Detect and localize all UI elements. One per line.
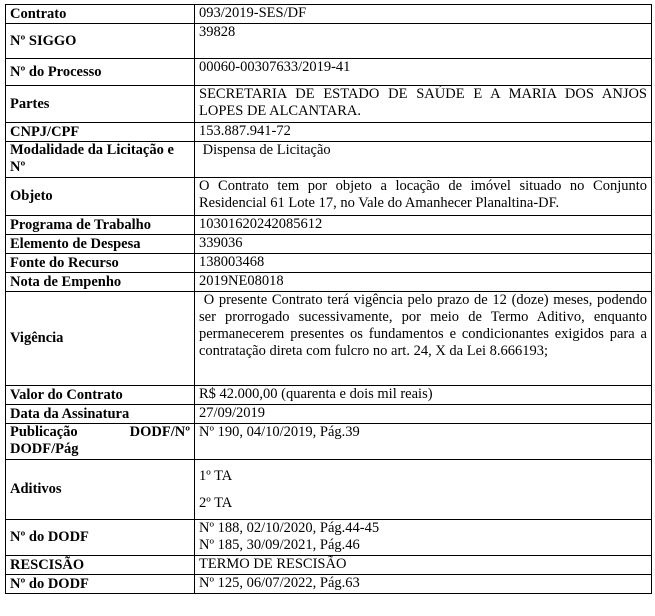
row-label-contrato: Contrato	[6, 5, 195, 24]
dodf-line-1: Nº 188, 02/10/2020, Pág.44-45	[199, 520, 380, 536]
aditivo-1: 1º TA	[199, 468, 233, 484]
row-label-objeto: Objeto	[6, 178, 195, 216]
row-value-aditivos	[195, 460, 652, 520]
row-label-cnpj: CNPJ/CPF	[6, 123, 195, 142]
row-label-dodf: Nº do DODF	[6, 520, 195, 556]
table-row	[6, 216, 652, 235]
row-value-partes: SECRETARIA DE ESTADO DE SAÚDE E A MARIA DOS ANJOS LOPES DE ALCANTARA.	[195, 86, 652, 123]
modalidade-text: Dispensa de Licitação	[202, 142, 331, 158]
publicacao-label-word1: Publicação	[10, 424, 78, 440]
publicacao-label-word2: DODF/Nº	[129, 424, 190, 440]
row-label-dodf-rescisao: Nº do DODF	[6, 575, 195, 594]
table-row	[6, 386, 652, 405]
row-label-modalidade: Modalidade da Licitação e Nº	[6, 142, 195, 178]
aditivo-2: 2º TA	[199, 495, 233, 511]
row-label-assinatura: Data da Assinatura	[6, 405, 195, 424]
row-value-elemento: 339036	[195, 235, 652, 254]
vigencia-text: O presente Contrato terá vigência pelo prazo de 12 (doze) meses, podendo ser prorrogado sucessivamente, por meio de Termo Aditivo, enquanto permanecerem presentes os fundamentos e condicionantes exigidos para a contratação direta com fulcro no art. 24, X da Lei 8.666193;	[199, 292, 647, 359]
table-row	[6, 254, 652, 273]
row-label-rescisao: RESCISÃO	[6, 556, 195, 575]
table-row	[6, 59, 652, 86]
row-label-publicacao	[6, 424, 195, 460]
table-row	[6, 520, 652, 556]
table-row	[6, 273, 652, 292]
row-value-objeto: O Contrato tem por objeto a locação de imóvel situado no Conjunto Residencial 61 Lote 17, no Vale do Amanhecer Planaltina-DF.	[195, 178, 652, 216]
row-value-dodf-rescisao: Nº 125, 06/07/2022, Pág.63	[195, 575, 652, 594]
table-row	[6, 405, 652, 424]
row-value-cnpj: 153.887.941-72	[195, 123, 652, 142]
table-row	[6, 575, 652, 594]
row-label-partes: Partes	[6, 86, 195, 123]
row-label-aditivos: Aditivos	[6, 460, 195, 520]
row-value-rescisao: TERMO DE RESCISÃO	[195, 556, 652, 575]
row-value-modalidade	[195, 142, 652, 178]
table-row	[6, 556, 652, 575]
row-label-empenho: Nota de Empenho	[6, 273, 195, 292]
row-label-programa: Programa de Trabalho	[6, 216, 195, 235]
row-value-assinatura: 27/09/2019	[195, 405, 652, 424]
table-row	[6, 178, 652, 216]
table-row	[6, 5, 652, 24]
table-row	[6, 24, 652, 59]
row-value-empenho: 2019NE08018	[195, 273, 652, 292]
row-value-programa: 10301620242085612	[195, 216, 652, 235]
row-value-siggo: 39828	[195, 24, 652, 59]
contract-table	[5, 4, 652, 594]
row-label-siggo: Nº SIGGO	[6, 24, 195, 59]
row-value-dodf	[195, 520, 652, 556]
table-row	[6, 142, 652, 178]
row-label-vigencia: Vigência	[6, 292, 195, 386]
table-row	[6, 123, 652, 142]
row-value-vigencia	[195, 292, 652, 386]
row-value-contrato: 093/2019-SES/DF	[195, 5, 652, 24]
dodf-line-2: Nº 185, 30/09/2021, Pág.46	[199, 537, 360, 553]
table-row	[6, 86, 652, 123]
row-value-valor: R$ 42.000,00 (quarenta e dois mil reais)	[195, 386, 652, 405]
row-label-processo: Nº do Processo	[6, 59, 195, 86]
table-row	[6, 292, 652, 386]
table-row	[6, 235, 652, 254]
publicacao-label-word3: DODF/Pág	[10, 441, 79, 457]
row-value-fonte: 138003468	[195, 254, 652, 273]
row-label-valor: Valor do Contrato	[6, 386, 195, 405]
table-row	[6, 424, 652, 460]
row-value-publicacao: Nº 190, 04/10/2019, Pág.39	[195, 424, 652, 460]
row-label-elemento: Elemento de Despesa	[6, 235, 195, 254]
table-row	[6, 460, 652, 520]
row-value-processo: 00060-00307633/2019-41	[195, 59, 652, 86]
row-label-fonte: Fonte do Recurso	[6, 254, 195, 273]
